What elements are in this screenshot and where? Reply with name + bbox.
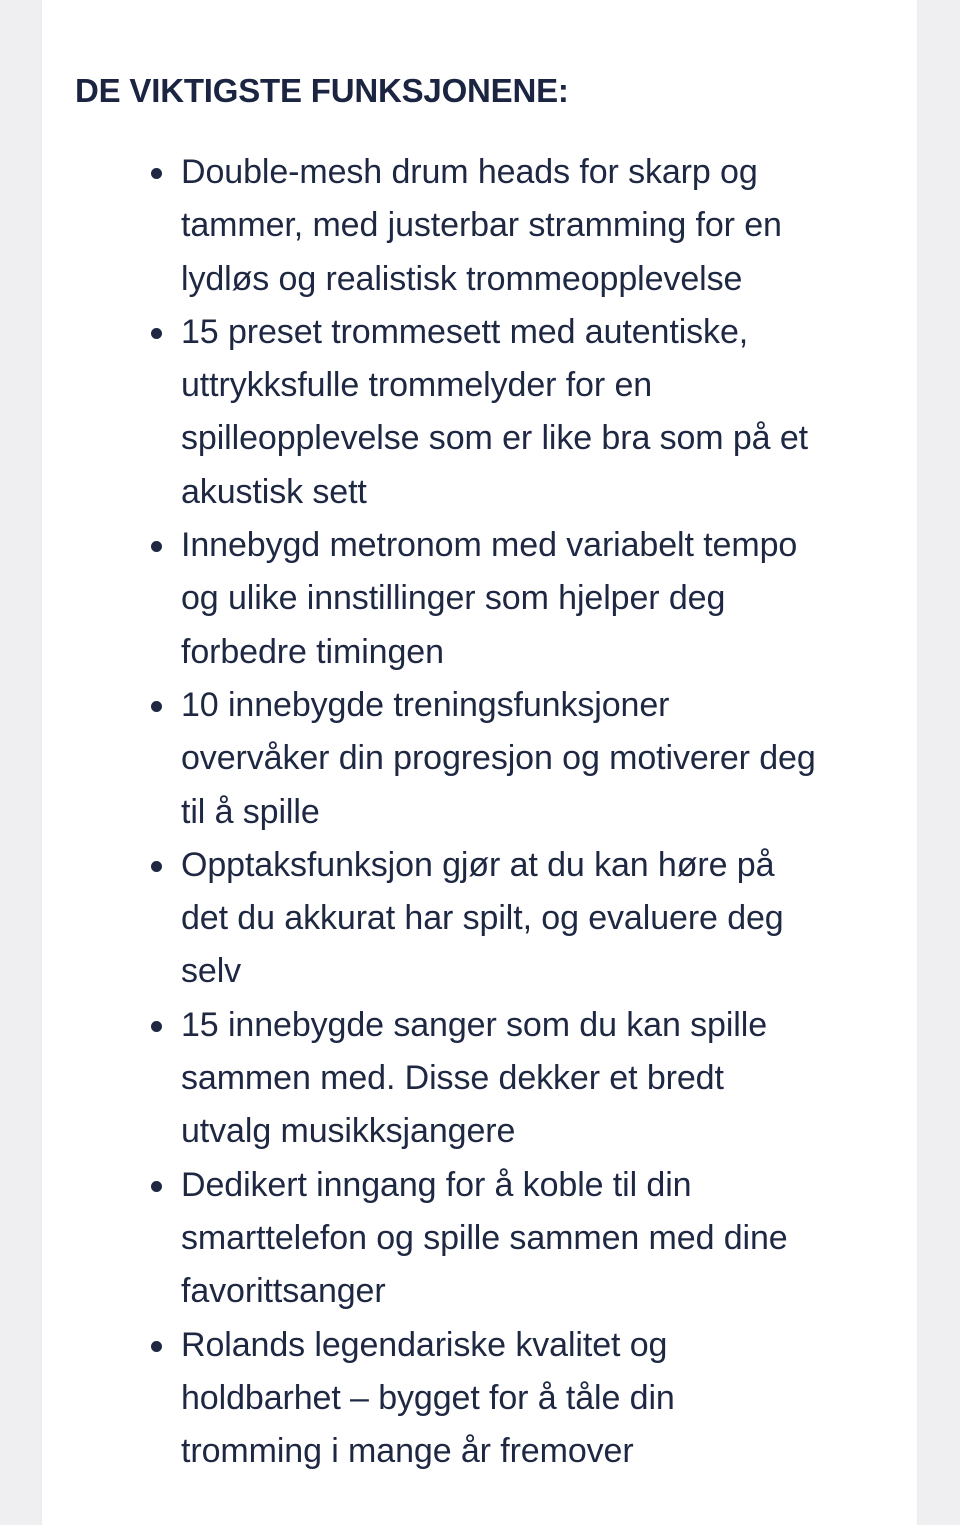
feature-line: overvåker din progresjon og motiverer deg xyxy=(181,739,816,778)
bullet-icon xyxy=(151,1181,162,1192)
feature-line: sammen med. Disse dekker et bredt xyxy=(181,1059,724,1098)
feature-item xyxy=(181,519,901,679)
feature-line: lydløs og realistisk trommeopplevelse xyxy=(181,259,743,298)
feature-line: 10 innebygde treningsfunksjoner xyxy=(181,685,670,724)
feature-item xyxy=(181,679,901,839)
feature-item xyxy=(181,839,901,999)
feature-line: Rolands legendariske kvalitet og xyxy=(181,1325,668,1364)
feature-line: og ulike innstillinger som hjelper deg xyxy=(181,579,726,618)
feature-line: Opptaksfunksjon gjør at du kan høre på xyxy=(181,845,775,884)
feature-line: tromming i mange år fremover xyxy=(181,1432,634,1471)
bullet-icon xyxy=(151,541,162,552)
feature-line: favorittsanger xyxy=(181,1272,386,1311)
bullet-icon xyxy=(151,1021,162,1032)
feature-line: til å spille xyxy=(181,792,320,831)
feature-item xyxy=(181,306,901,519)
feature-line: utvalg musikksjangere xyxy=(181,1112,516,1151)
feature-line: 15 innebygde sanger som du kan spille xyxy=(181,1005,768,1044)
feature-item xyxy=(181,146,901,306)
feature-line: spilleopplevelse som er like bra som på et xyxy=(181,419,808,458)
feature-line: uttrykksfulle trommelyder for en xyxy=(181,366,653,405)
feature-line: forbedre timingen xyxy=(181,632,444,671)
feature-line: Double-mesh drum heads for skarp og xyxy=(181,153,758,191)
bullet-icon xyxy=(151,1341,162,1352)
feature-line: selv xyxy=(181,952,242,991)
bullet-icon xyxy=(151,328,162,339)
feature-item xyxy=(181,999,901,1159)
feature-line: Dedikert inngang for å koble til din xyxy=(181,1165,692,1204)
feature-item xyxy=(181,1159,901,1319)
bullet-icon xyxy=(151,168,162,179)
bullet-icon xyxy=(151,861,162,872)
feature-item xyxy=(181,1319,901,1479)
bullet-icon xyxy=(151,701,162,712)
feature-line: smarttelefon og spille sammen med dine xyxy=(181,1218,788,1257)
feature-line: akustisk sett xyxy=(181,472,367,511)
section-heading: DE VIKTIGSTE FUNKSJONENE: xyxy=(75,72,569,109)
content-card xyxy=(42,0,917,1525)
feature-line: tammer, med justerbar stramming for en xyxy=(181,206,782,245)
feature-line: holdbarhet – bygget for å tåle din xyxy=(181,1378,675,1417)
feature-list xyxy=(181,146,901,1478)
feature-line: Innebygd metronom med variabelt tempo xyxy=(181,526,798,565)
feature-line: 15 preset trommesett med autentiske, xyxy=(181,312,749,351)
feature-line: det du akkurat har spilt, og evaluere deg xyxy=(181,899,784,938)
